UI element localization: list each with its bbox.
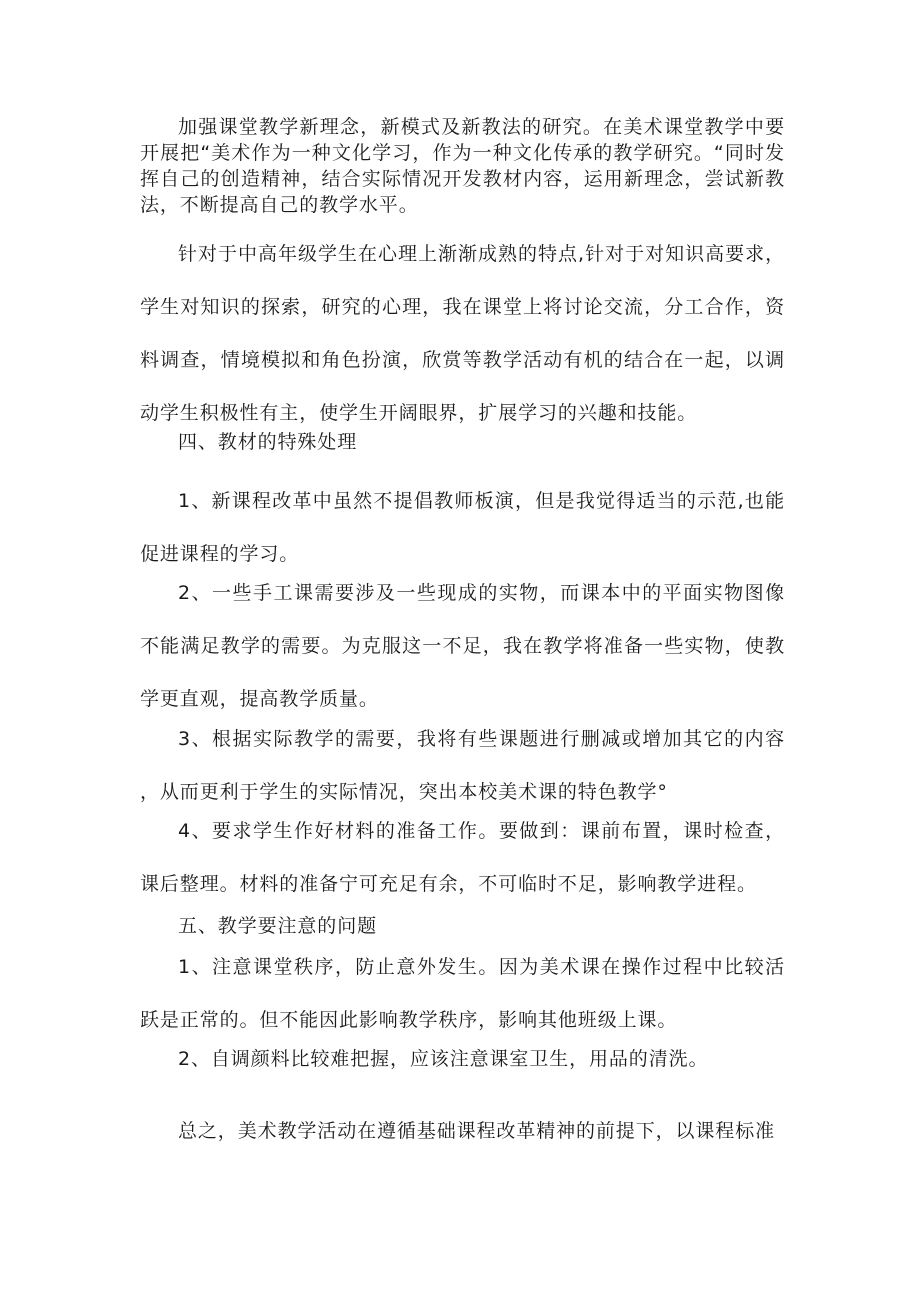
heading-textbook-handling: 四、教材的特殊处理 [178,431,358,453]
paragraph-item-4-materials: 4、要求学生作好材料的准备工作。要做到：课前布置，课时检查，课后整理。材料的准备宁可充足有余，不可临时不足，影响教学进程。 [140,820,785,895]
paragraph-item-1-demonstration: 1、新课程改革中虽然不提倡教师板演，但是我觉得适当的示范,也能促进课程的学习。 [140,490,785,565]
paragraph-item-3-topic-adjustment: 3、根据实际教学的需要，我将有些课题进行删减或增加其它的内容，从而更利于学生的实际情况，突出本校美术课的特色教学° [140,728,785,803]
paragraph-conclusion: 总之，美术教学活动在遵循基础课程改革精神的前提下，以课程标准 [178,1120,776,1142]
heading-teaching-issues: 五、教学要注意的问题 [178,915,378,937]
paragraph-teaching-research: 加强课堂教学新理念，新模式及新教法的研究。在美术课堂教学中要开展把“美术作为一种文化学习，作为一种文化传承的教学研究。“同时发挥自己的创造精神，结合实际情况开发教材内容，运用新理念，尝试新教法，不断提高自己的教学水平。 [140,116,785,216]
paragraph-student-activities: 针对于中高年级学生在心理上渐渐成熟的特点,针对于对知识高要求，学生对知识的探索，研究的心理，我在课堂上将讨论交流，分工合作，资料调查，情境模拟和角色扮演，欣赏等教学活动有机的结合在一起，以调动学生积极性有主，使学生开阔眼界，扩展学习的兴趣和技能。 [140,243,785,424]
paragraph-issue-1-classroom-order: 1、注意课堂秩序，防止意外发生。因为美术课在操作过程中比较活跃是正常的。但不能因此影响教学秩序，影响其他班级上课。 [140,956,785,1031]
paragraph-item-2-real-objects: 2、一些手工课需要涉及一些现成的实物，而课本中的平面实物图像不能满足教学的需要。为克服这一不足，我在教学将准备一些实物，使教学更直观，提高教学质量。 [140,582,785,710]
paragraph-issue-2-paint-hygiene: 2、自调颜料比较难把握，应该注意课室卫生，用品的清洗。 [178,1048,709,1070]
